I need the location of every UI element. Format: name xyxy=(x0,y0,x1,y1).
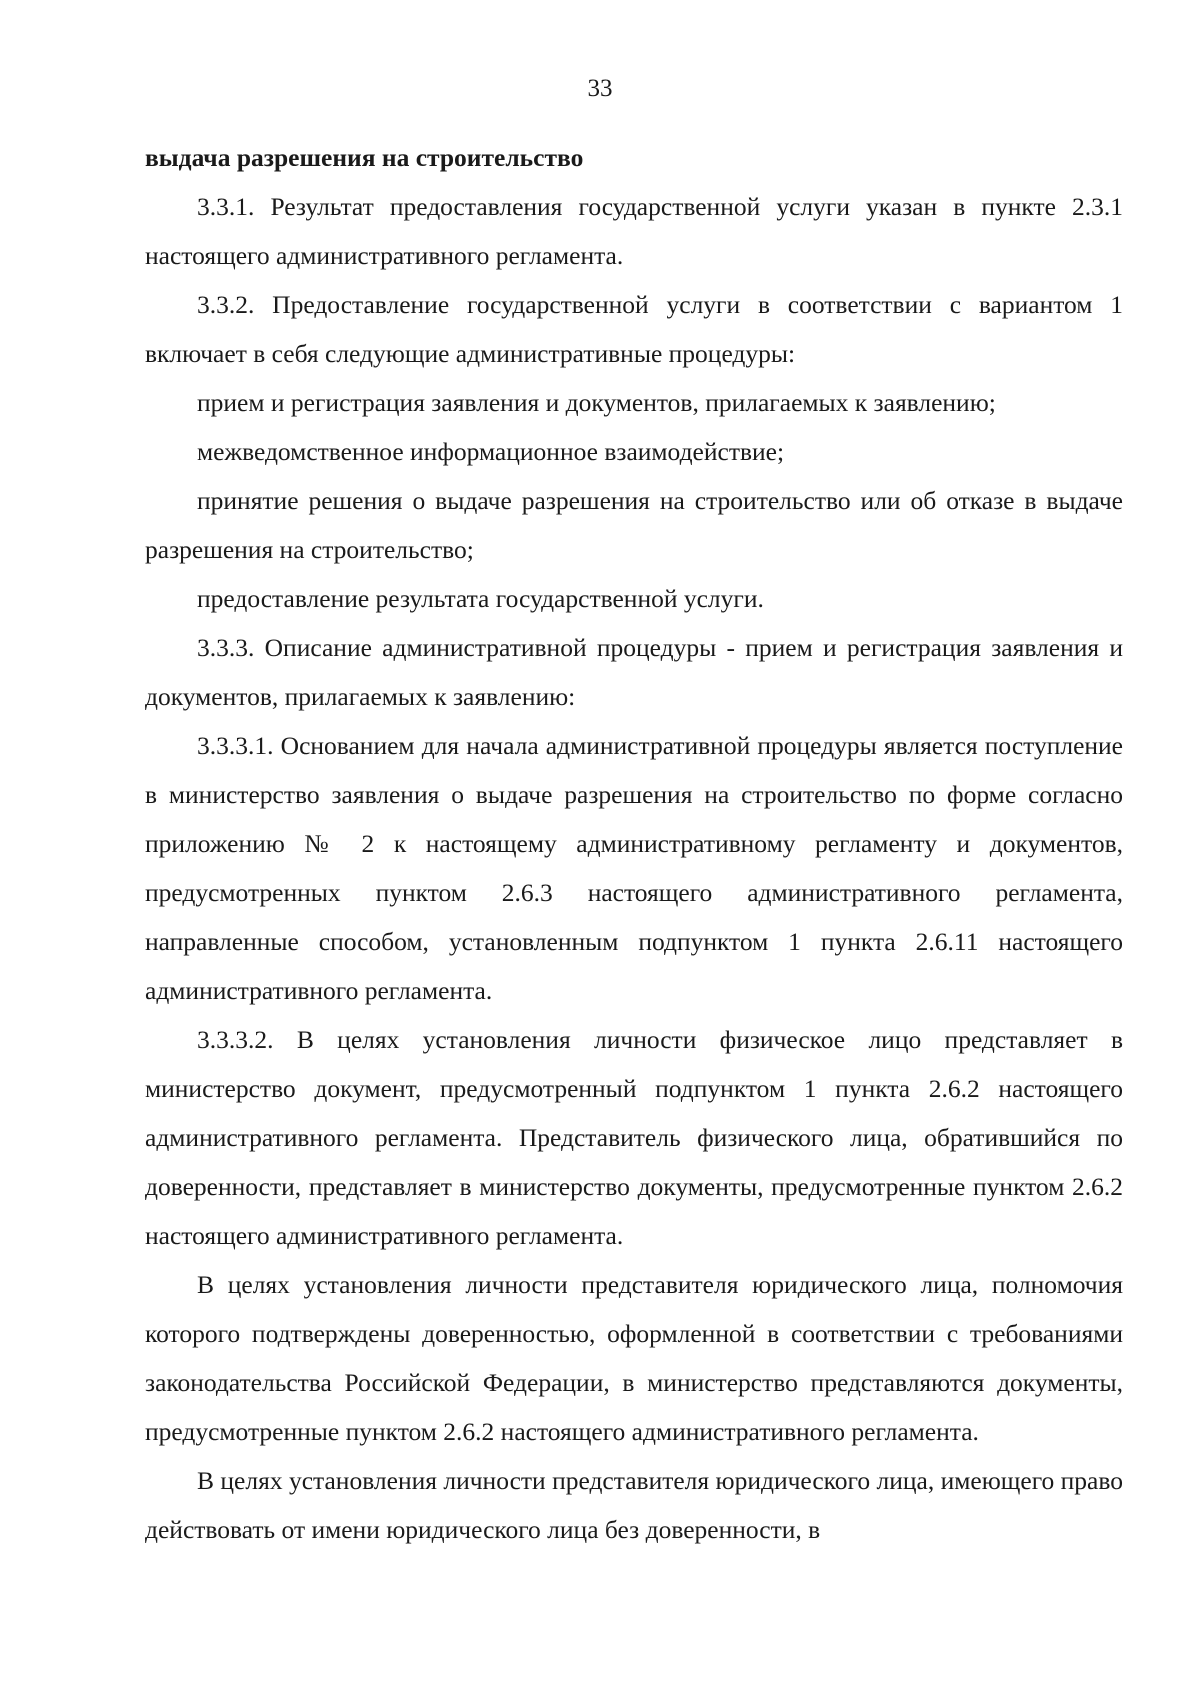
paragraph-legal-entity-no-proxy: В целях установления личности представителя юридического лица, имеющего право действовать от имени юридического лица без доверенности, в xyxy=(145,1466,1123,1544)
paragraph-3-3-2: 3.3.2. Предоставление государственной услуги в соответствии с вариантом 1 включает в себя следующие административные процедуры: xyxy=(145,290,1123,368)
paragraph-legal-entity-proxy: В целях установления личности представителя юридического лица, полномочия которого подтверждены доверенностью, оформленной в соответствии с требованиями законодательства Российской Федерации, в министерство представляются документы, предусмотренные пунктом 2.6.2 настоящего административного регламента. xyxy=(145,1270,1123,1446)
paragraph-3-3-3-2: 3.3.3.2. В целях установления личности физическое лицо представляет в министерство документ, предусмотренный подпунктом 1 пункта 2.6.2 настоящего административного регламента. Представитель физического лица, обратившийся по доверенности, представляет в министерство документы, предусмотренные пунктом 2.6.2 настоящего административного регламента. xyxy=(145,1025,1123,1250)
paragraph-3-3-3-1: 3.3.3.1. Основанием для начала административной процедуры является поступление в министерство заявления о выдаче разрешения на строительство по форме согласно приложению № 2 к настоящему административному регламенту и документов, предусмотренных пунктом 2.6.3 настоящего административного регламента, направленные способом, установленным подпунктом 1 пункта 2.6.11 настоящего административного регламента. xyxy=(145,731,1123,1005)
page-number: 33 xyxy=(587,75,613,102)
section-heading: выдача разрешения на строительство xyxy=(145,143,584,172)
paragraph-3-3-3: 3.3.3. Описание административной процедуры - прием и регистрация заявления и документов, прилагаемых к заявлению: xyxy=(145,633,1123,711)
procedure-item-reception: прием и регистрация заявления и документов, прилагаемых к заявлению; xyxy=(197,388,996,417)
procedure-item-decision: принятие решения о выдаче разрешения на строительство или об отказе в выдаче разрешения на строительство; xyxy=(145,486,1123,564)
document-body xyxy=(145,133,1123,1554)
procedure-item-result: предоставление результата государственной услуги. xyxy=(197,584,764,613)
procedure-item-interagency: межведомственное информационное взаимодействие; xyxy=(197,437,785,466)
paragraph-3-3-1: 3.3.1. Результат предоставления государственной услуги указан в пункте 2.3.1 настоящего административного регламента. xyxy=(145,192,1123,270)
